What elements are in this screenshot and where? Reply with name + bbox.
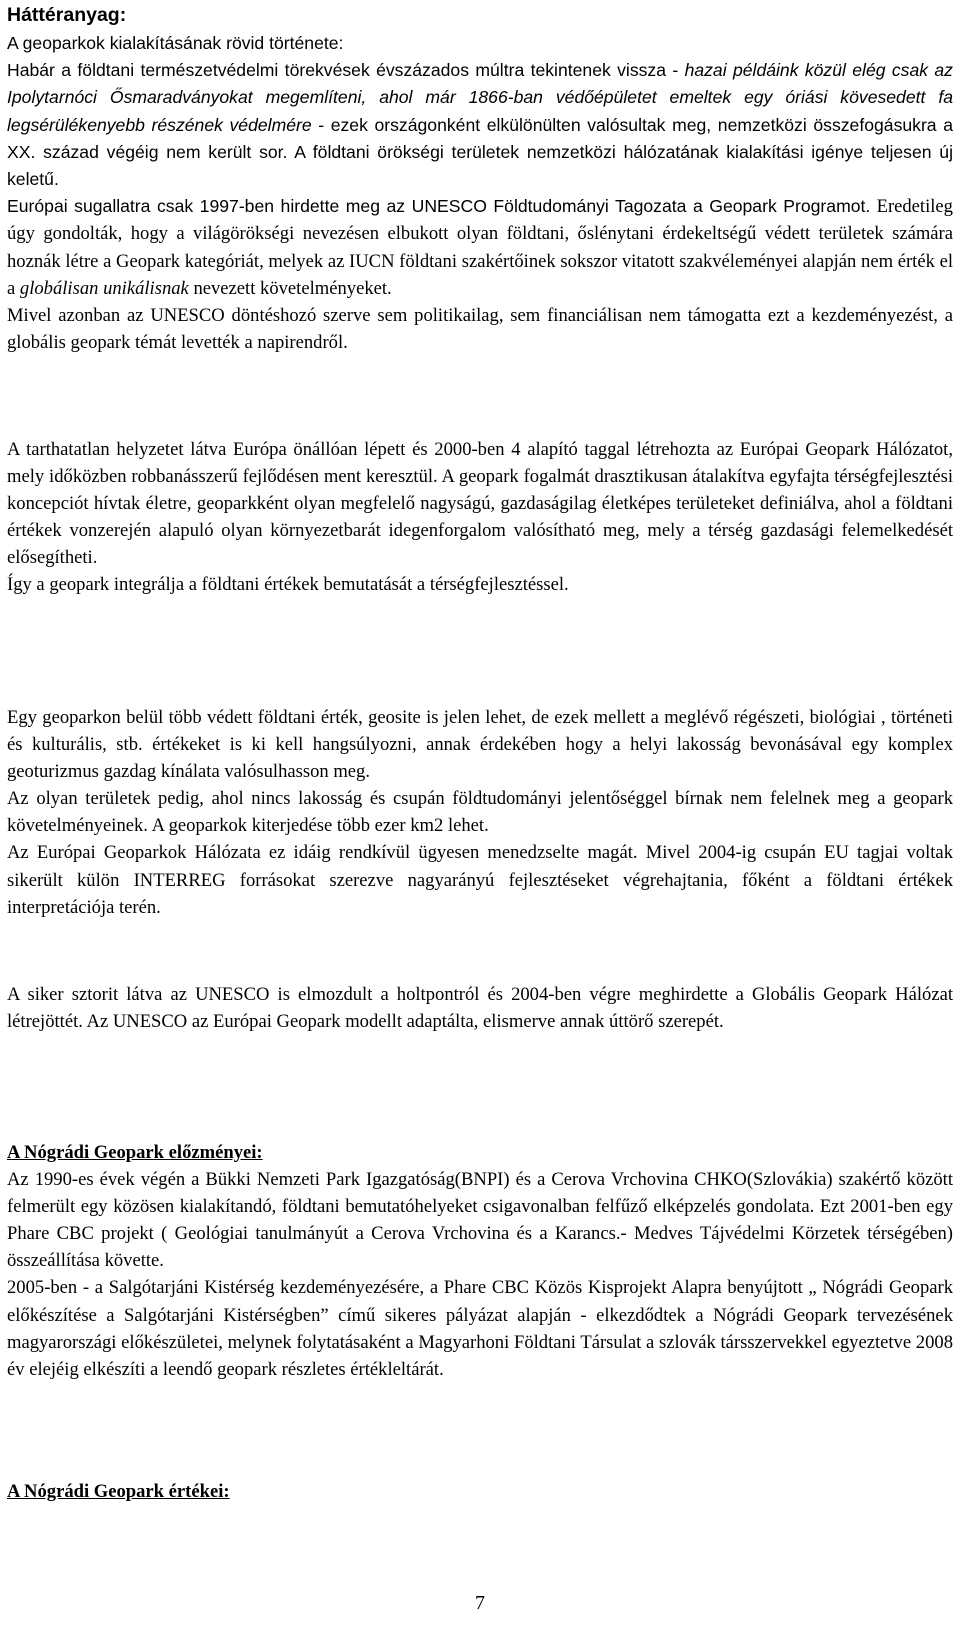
geosite-section bbox=[7, 704, 953, 921]
paragraph-4: A tarthatatlan helyzetet látva Európa önállóan lépett és 2000-ben 4 alapító taggal létrehozta az Európai Geopark Hálózatot, mely időközben robbanásszerű fejlődésen ment keresztül. A geopark fogalmát drasztikusan átalakítva egyfajta térségfejlesztési koncepciót hívtak életre, geoparkként olyan megfelelő nagyságú, gazdaságilag életképes területeket definiálva, ahol a földtani értékek vonzerején alapuló olyan környezetbarát idegenforgalom valósítható meg, mely a térség gazdasági felemelkedését elősegítheti. bbox=[7, 439, 953, 569]
paragraph-1-start: Habár a földtani természetvédelmi törekvések évszázados múltra tekintenek vissza - bbox=[7, 60, 685, 81]
page-number: 7 bbox=[475, 1592, 485, 1614]
paragraph-2-end: nevezett követelményeket. bbox=[188, 277, 392, 299]
paragraph-1-italic: hazai példáink közül elég csak az Ipolytarnóci Ősmaradványokat megemlíteni, ahol már 1866-ban védőépületet emeltek egy óriási kövesedett fa legsérülékenyebb részének védelmére bbox=[7, 60, 953, 135]
paragraph-1-end: - ezek országonként elkülönülten valósultak meg, nemzetközi összefogásukra a XX. század végéig nem került sor. A földtani örökségi területek nemzetközi hálózatának kialakítási igénye teljesen új keletű. bbox=[7, 114, 953, 190]
section-3-title: A Nógrádi Geopark értékei: bbox=[7, 1481, 230, 1502]
paragraph-8: Az Európai Geoparkok Hálózata ez idáig rendkívül ügyesen menedzselte magát. Mivel 2004-ig csupán EU tagjai voltak sikerült külön INTERREG forrásokat szerezve nagyarányú fejlesztéseket végrehajtania, főként a földtani értékek interpretációja terén. bbox=[7, 842, 953, 918]
paragraph-6: Egy geoparkon belül több védett földtani érték, geosite is jelen lehet, de ezek mellett a meglévő régészeti, biológiai , történeti és kulturális, stb. értékeket is ki kell hangsúlyozni, annak érdekében hogy a helyi lakosság bevonásával egy komplex geoturizmus gazdag kínálata valósulhasson meg. bbox=[7, 707, 953, 783]
unesco-section bbox=[7, 981, 953, 1035]
network-section bbox=[7, 436, 953, 599]
paragraph-2 bbox=[7, 193, 953, 302]
document-page bbox=[7, 0, 953, 1632]
section-2-title: A Nógrádi Geopark előzményei: bbox=[7, 1142, 263, 1163]
paragraph-10: Az 1990-es évek végén a Bükki Nemzeti Park Igazgatóság(BNPI) és a Cerova Vrchovina CHKO(Szlovákia) szakértő között felmerült egy közösen kialakítandó, földtani bemutatóhelyeket csigavonalban felfűző elképzelés gondolata. Ezt 2001-ben egy Phare CBC projekt ( Geológiai tanulmányút a Cerova Vrchovina és a Karancs.- Medves Tájvédelmi Körzetek térségében) összeállítása követte. bbox=[7, 1169, 953, 1272]
history-section bbox=[7, 30, 953, 356]
intro-line: A geoparkok kialakításának rövid története: bbox=[7, 33, 344, 53]
paragraph-11: 2005-ben - a Salgótarjáni Kistérség kezdeményezésére, a Phare CBC Közös Kisprojekt Alapra benyújtott „ Nógrádi Geopark előkészítése a Salgótarjáni Kistérségben” című sikeres pályázat alapján - elkezdődtek a Nógrádi Geopark tervezésének magyarországi előkészületei, melynek folytatásaként a Magyarhoni Földtani Társulat a szlovák társszervekkel egyeztetve 2008 év elejéig elkészíti a leendő geopark részletes értékleltárát. bbox=[7, 1277, 953, 1380]
antecedents-section bbox=[7, 1139, 953, 1383]
values-section bbox=[7, 1478, 953, 1505]
paragraph-5: Így a geopark integrálja a földtani értékek bemutatását a térségfejlesztéssel. bbox=[7, 574, 569, 596]
paragraph-9: A siker sztorit látva az UNESCO is elmozdult a holtpontról és 2004-ben végre meghirdette a Globális Geopark Hálózat létrejöttét. Az UNESCO az Európai Geopark modellt adaptálta, elismerve annak úttörő szerepét. bbox=[7, 984, 953, 1033]
paragraph-2-italic: globálisan unikálisnak bbox=[19, 277, 189, 299]
heading: Háttéranyag: bbox=[7, 4, 127, 26]
paragraph-3: Mivel azonban az UNESCO döntéshozó szerve sem politikailag, sem financiálisan nem támogatta ezt a kezdeményezést, a globális geopark témát levették a napirendről. bbox=[7, 305, 953, 354]
paragraph-1 bbox=[7, 57, 953, 193]
paragraph-2-start: Európai sugallatra csak 1997-ben hirdette meg az UNESCO Földtudományi Tagozata a Geopark Programot. bbox=[7, 196, 871, 217]
paragraph-7: Az olyan területek pedig, ahol nincs lakosság és csupán földtudományi jelentőséggel bírnak nem felelnek meg a geopark követelményeinek. A geoparkok kiterjedése több ezer km2 lehet. bbox=[7, 788, 953, 837]
paragraph-2-middle: Eredetileg úgy gondolták, hogy a világörökségi nevezésen elbukott olyan földtani, őslénytani érdekeltségű védett területek számára hoznák létre a Geopark kategóriát, melyek az IUCN földtani szakértőinek sokszor vitatott szakvéleményei alapján nem érték el a bbox=[7, 196, 953, 299]
